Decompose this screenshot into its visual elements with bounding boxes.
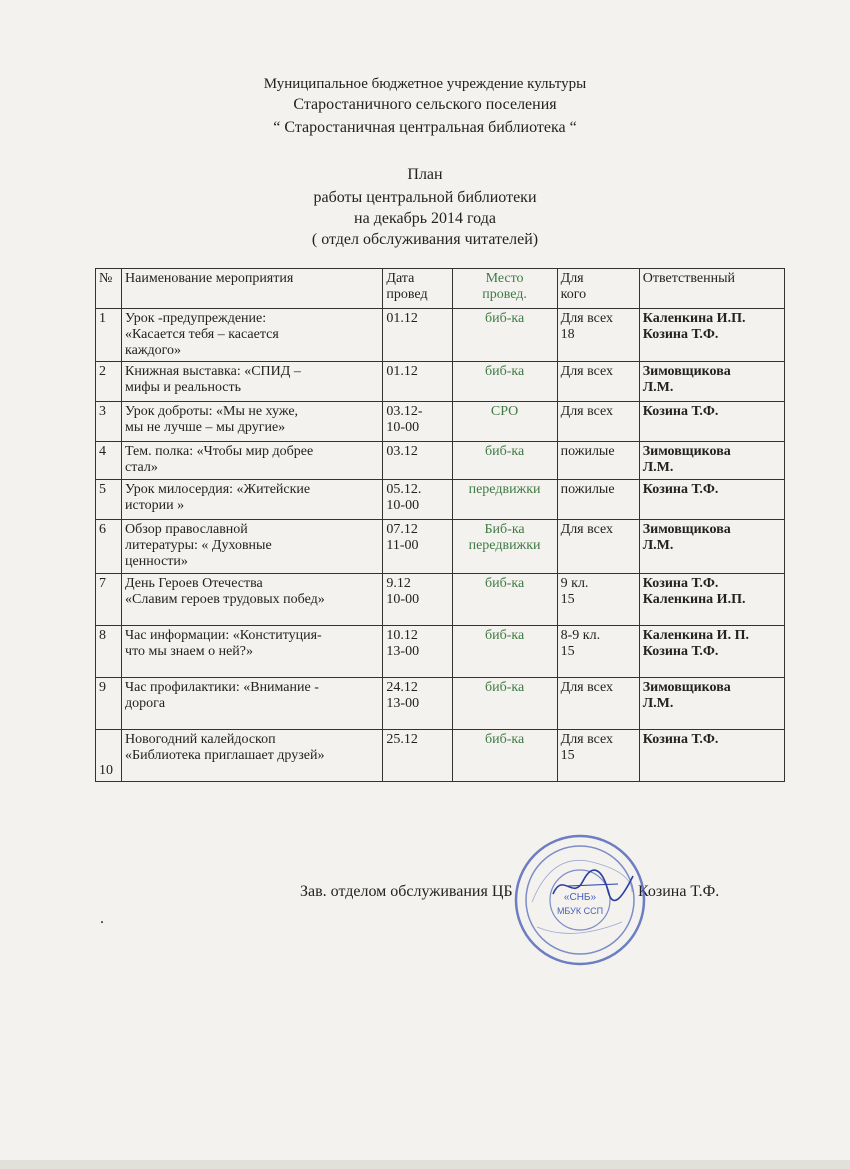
cell-date-line: 24.12 <box>386 680 418 695</box>
cell-name <box>122 402 383 442</box>
cell-name-line: Урок -предупреждение: <box>125 311 267 326</box>
cell-date-line: 10-00 <box>386 420 420 435</box>
cell-num <box>96 309 122 362</box>
cell-name-line: Обзор православной <box>125 522 248 537</box>
cell-resp <box>639 402 784 442</box>
header-place <box>452 269 557 309</box>
cell-name-line: Урок доброты: «Мы не хуже, <box>125 404 299 419</box>
cell-resp-line: Зимовщикова <box>642 522 731 537</box>
cell-date-line: 10.12 <box>386 628 418 643</box>
cell-resp-line: Каленкина И.П. <box>642 311 746 326</box>
cell-name <box>122 309 383 362</box>
header-resp: Ответственный <box>639 269 784 309</box>
header-num: № <box>96 269 122 309</box>
cell-who-line: Для всех <box>560 364 614 379</box>
cell-resp-line: Каленкина И. П. <box>642 628 749 643</box>
cell-date <box>383 678 452 730</box>
cell-date-line: 05.12. <box>386 482 422 497</box>
cell-name-line: литературы: « Духовные <box>125 538 272 553</box>
table-row <box>96 520 785 574</box>
table-row <box>96 678 785 730</box>
header-who <box>557 269 639 309</box>
cell-place <box>452 480 557 520</box>
cell-who <box>557 442 639 480</box>
cell-place <box>452 626 557 678</box>
cell-who <box>557 362 639 402</box>
header-date-line2: провед <box>386 287 428 302</box>
cell-num-line: 9 <box>99 680 106 695</box>
stamp-sub-text: МБУК ССП <box>556 906 604 916</box>
cell-place-line: передвижки <box>468 538 541 553</box>
cell-who <box>557 730 639 782</box>
cell-name-line: мы не лучше – мы другие» <box>125 420 286 435</box>
cell-date <box>383 626 452 678</box>
cell-name-line: Тем. полка: «Чтобы мир добрее <box>125 444 314 459</box>
cell-num-line: 7 <box>99 576 106 591</box>
cell-name-line: День Героев Отечества <box>125 576 263 591</box>
cell-name-line: Час профилактики: «Внимание - <box>125 680 319 695</box>
cell-num-line: 3 <box>99 404 106 419</box>
header-who-line2: кого <box>560 287 587 302</box>
cell-date <box>383 402 452 442</box>
cell-place <box>452 309 557 362</box>
doc-title: План <box>407 166 443 183</box>
cell-place <box>452 442 557 480</box>
cell-num-line: 5 <box>99 482 106 497</box>
cell-name-line: каждого» <box>125 343 182 358</box>
cell-num-line: 2 <box>99 364 106 379</box>
cell-name-line: истории » <box>125 498 185 513</box>
cell-date <box>383 520 452 574</box>
cell-resp-line: Зимовщикова <box>642 680 731 695</box>
cell-num <box>96 442 122 480</box>
events-table <box>95 268 785 782</box>
cell-who-line: Для всех <box>560 680 614 695</box>
cell-who-line: Для всех <box>560 311 614 326</box>
cell-place <box>452 520 557 574</box>
footer-dot: . <box>100 910 104 927</box>
cell-resp-line: Л.М. <box>642 380 674 395</box>
cell-place-line: биб-ка <box>484 576 525 591</box>
cell-who <box>557 402 639 442</box>
cell-num-line: 4 <box>99 444 106 459</box>
header-place-line2: провед. <box>482 287 527 302</box>
cell-date <box>383 730 452 782</box>
cell-date-line: 25.12 <box>386 732 418 747</box>
cell-date-line: 07.12 <box>386 522 418 537</box>
cell-resp-line: Козина Т.Ф. <box>642 327 719 342</box>
cell-name <box>122 678 383 730</box>
cell-resp <box>639 626 784 678</box>
cell-resp <box>639 730 784 782</box>
cell-date-line: 13-00 <box>386 644 420 659</box>
cell-who <box>557 309 639 362</box>
header-name <box>122 269 383 309</box>
table-row <box>96 626 785 678</box>
cell-resp <box>639 574 784 626</box>
cell-who <box>557 678 639 730</box>
page-edge <box>0 1160 850 1169</box>
cell-resp <box>639 520 784 574</box>
cell-name-line: «Библиотека приглашает друзей» <box>125 748 325 763</box>
cell-num <box>96 730 122 782</box>
cell-who <box>557 480 639 520</box>
cell-who <box>557 574 639 626</box>
library-name: “ Старостаничная центральная библиотека “ <box>273 119 577 136</box>
cell-name-line: «Касается тебя – касается <box>125 327 279 342</box>
cell-num-line: 1 <box>99 311 106 326</box>
cell-place-line: биб-ка <box>484 628 525 643</box>
header-date <box>383 269 452 309</box>
cell-date <box>383 362 452 402</box>
table-row <box>96 480 785 520</box>
cell-place-line: биб-ка <box>484 311 525 326</box>
cell-num <box>96 626 122 678</box>
cell-name-line: Книжная выставка: «СПИД – <box>125 364 301 379</box>
cell-resp-line: Л.М. <box>642 460 674 475</box>
cell-who-line: 15 <box>560 644 575 659</box>
cell-resp-line: Л.М. <box>642 696 674 711</box>
cell-who-line: 18 <box>560 327 575 342</box>
cell-resp-line: Козина Т.Ф. <box>642 732 719 747</box>
cell-date-line: 10-00 <box>386 498 420 513</box>
table-row <box>96 574 785 626</box>
table-row <box>96 442 785 480</box>
cell-name <box>122 730 383 782</box>
cell-date <box>383 309 452 362</box>
cell-date-line: 03.12- <box>386 404 423 419</box>
cell-resp <box>639 678 784 730</box>
cell-place <box>452 678 557 730</box>
cell-resp-line: Зимовщикова <box>642 444 731 459</box>
doc-period: на декабрь 2014 года <box>354 210 496 227</box>
cell-num <box>96 520 122 574</box>
cell-place <box>452 362 557 402</box>
cell-who <box>557 520 639 574</box>
cell-date-line: 9.12 <box>386 576 411 591</box>
cell-place-line: биб-ка <box>484 444 525 459</box>
cell-num <box>96 574 122 626</box>
cell-place-line: СРО <box>490 404 519 419</box>
cell-resp <box>639 362 784 402</box>
cell-date <box>383 574 452 626</box>
cell-who-line: Для всех <box>560 522 614 537</box>
header-place-line1: Место <box>485 271 524 286</box>
cell-num-line: 10 <box>99 763 113 778</box>
cell-name-line: «Славим героев трудовых побед» <box>125 592 325 607</box>
cell-num-line: 8 <box>99 628 106 643</box>
cell-name-line: Урок милосердия: «Житейские <box>125 482 311 497</box>
cell-name <box>122 520 383 574</box>
cell-who-line: 9 кл. <box>560 576 589 591</box>
header-date-line1: Дата <box>386 271 415 286</box>
cell-who-line: 8-9 кл. <box>560 628 601 643</box>
cell-who-line: 15 <box>560 748 575 763</box>
cell-num-line: 6 <box>99 522 106 537</box>
cell-name-line: Час информации: «Конституция- <box>125 628 322 643</box>
signature-title: Зав. отделом обслуживания ЦБ <box>300 883 513 900</box>
cell-name <box>122 574 383 626</box>
cell-name <box>122 480 383 520</box>
cell-resp <box>639 442 784 480</box>
cell-name-line: Новогодний калейдоскоп <box>125 732 276 747</box>
cell-name-line: ценности» <box>125 554 188 569</box>
cell-num <box>96 678 122 730</box>
cell-num <box>96 480 122 520</box>
cell-name <box>122 626 383 678</box>
cell-place <box>452 402 557 442</box>
cell-who-line: 15 <box>560 592 575 607</box>
cell-date-line: 10-00 <box>386 592 420 607</box>
cell-date-line: 03.12 <box>386 444 418 459</box>
cell-place-line: биб-ка <box>484 680 525 695</box>
cell-place-line: биб-ка <box>484 732 525 747</box>
cell-resp-line: Каленкина И.П. <box>642 592 746 607</box>
cell-date <box>383 442 452 480</box>
table-row <box>96 309 785 362</box>
cell-who-line: Для всех <box>560 732 614 747</box>
cell-name <box>122 362 383 402</box>
cell-name-line: дорога <box>125 696 166 711</box>
cell-resp-line: Л.М. <box>642 538 674 553</box>
header-who-line1: Для <box>560 271 584 286</box>
table-header-row <box>96 269 785 309</box>
org-name: Муниципальное бюджетное учреждение культуры <box>263 76 587 92</box>
cell-who-line: пожилые <box>560 444 615 459</box>
cell-resp <box>639 309 784 362</box>
cell-resp-line: Козина Т.Ф. <box>642 404 719 419</box>
cell-resp-line: Козина Т.Ф. <box>642 644 719 659</box>
doc-department: ( отдел обслуживания читателей) <box>311 231 539 248</box>
table-row <box>96 730 785 782</box>
cell-who <box>557 626 639 678</box>
cell-date <box>383 480 452 520</box>
cell-place <box>452 574 557 626</box>
table-row <box>96 362 785 402</box>
cell-who-line: Для всех <box>560 404 614 419</box>
doc-subtitle: работы центральной библиотеки <box>313 189 537 206</box>
stamp-center-text: «СНБ» <box>563 892 597 903</box>
cell-date-line: 13-00 <box>386 696 420 711</box>
cell-place-line: биб-ка <box>484 364 525 379</box>
settlement-name: Старостаничного сельского поселения <box>293 96 557 113</box>
cell-place <box>452 730 557 782</box>
signature-name: Козина Т.Ф. <box>638 883 720 900</box>
cell-name-line: что мы знаем о ней?» <box>125 644 253 659</box>
cell-name-line: стал» <box>125 460 158 475</box>
cell-place-line: Биб-ка <box>484 522 525 537</box>
cell-name <box>122 442 383 480</box>
cell-date-line: 11-00 <box>386 538 419 553</box>
cell-resp-line: Зимовщикова <box>642 364 731 379</box>
cell-who-line: пожилые <box>560 482 615 497</box>
cell-num <box>96 402 122 442</box>
cell-date-line: 01.12 <box>386 364 418 379</box>
cell-place-line: передвижки <box>468 482 541 497</box>
header-name-label: Наименование мероприятия <box>125 271 294 286</box>
table-row <box>96 402 785 442</box>
cell-name-line: мифы и реальность <box>125 380 242 395</box>
cell-date-line: 01.12 <box>386 311 418 326</box>
cell-num <box>96 362 122 402</box>
cell-resp-line: Козина Т.Ф. <box>642 576 719 591</box>
cell-resp <box>639 480 784 520</box>
cell-resp-line: Козина Т.Ф. <box>642 482 719 497</box>
handwritten-signature <box>548 866 638 906</box>
